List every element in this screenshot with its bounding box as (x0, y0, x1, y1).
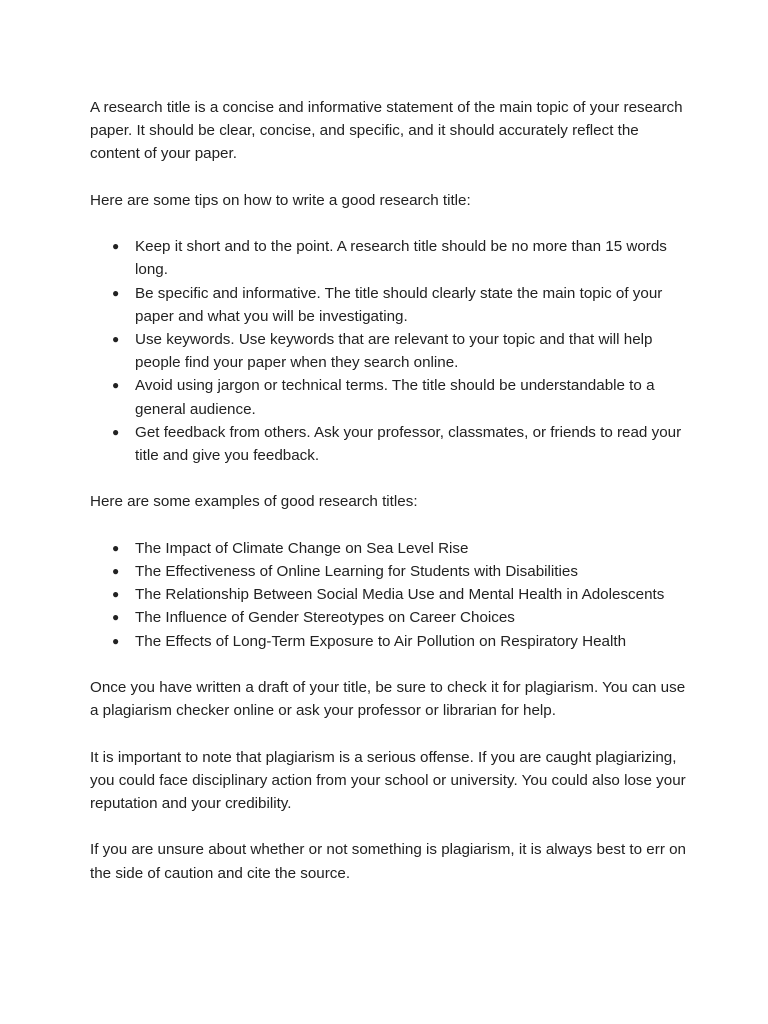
bullet-icon: ● (112, 540, 120, 555)
bullet-icon: ● (112, 332, 120, 346)
intro-paragraph: A research title is a concise and informative statement of the main topic of your research paper. It should be clear, concise, and specific, and it should accurately reflect the content of your paper. (90, 99, 683, 163)
plagiarism-warning-paragraph: It is important to note that plagiarism is a serious offense. If you are caught plagiarizing, you could face disciplinary action from your school or university. You could also lose your reputation and your credibility. (90, 748, 686, 812)
bullet-icon: ● (112, 285, 120, 300)
list-item (90, 583, 690, 606)
list-item-text: Get feedback from others. Ask your professor, classmates, or friends to read your title and give you feedback. (135, 423, 682, 465)
list-item (90, 537, 690, 560)
list-item-text: The Impact of Climate Change on Sea Level Rise (135, 539, 469, 557)
list-item (90, 282, 690, 328)
bullet-icon: ● (112, 378, 120, 393)
list-item (90, 374, 690, 420)
tips-heading: Here are some tips on how to write a good research title: (90, 191, 471, 209)
list-item-text: Use keywords. Use keywords that are relevant to your topic and that will help people find your paper when they search online. (135, 331, 653, 372)
examples-list (90, 537, 690, 653)
list-item-text: The Relationship Between Social Media Use and Mental Health in Adolescents (135, 586, 665, 604)
bullet-icon: ● (112, 633, 120, 648)
bullet-icon: ● (112, 239, 120, 254)
list-item-text: The Effects of Long-Term Exposure to Air Pollution on Respiratory Health (135, 632, 627, 650)
examples-heading: Here are some examples of good research titles: (90, 493, 418, 511)
list-item (90, 421, 690, 467)
list-item-text: Keep it short and to the point. A research title should be no more than 15 words long. (135, 238, 667, 279)
closing-paragraph: If you are unsure about whether or not something is plagiarism, it is always best to err on the side of caution and cite the source. (90, 841, 686, 882)
list-item-text: The Effectiveness of Online Learning for Students with Disabilities (135, 563, 578, 580)
bullet-icon: ● (112, 424, 120, 439)
bullet-icon: ● (112, 610, 120, 625)
list-item (90, 606, 690, 629)
list-item-text: The Influence of Gender Stereotypes on Career Choices (135, 609, 515, 627)
plagiarism-check-paragraph: Once you have written a draft of your title, be sure to check it for plagiarism. You can use a plagiarism checker online or ask your professor or librarian for help. (90, 679, 686, 720)
list-item (90, 630, 690, 653)
list-item (90, 560, 690, 583)
list-item (90, 235, 690, 281)
tips-list (90, 235, 690, 467)
list-item-text: Be specific and informative. The title should clearly state the main topic of your paper and what you will be investigating. (135, 284, 663, 325)
bullet-icon: ● (112, 564, 120, 578)
document-page (90, 96, 690, 908)
list-item (90, 328, 690, 374)
list-item-text: Avoid using jargon or technical terms. The title should be understandable to a general audience. (135, 377, 655, 418)
bullet-icon: ● (112, 587, 120, 602)
